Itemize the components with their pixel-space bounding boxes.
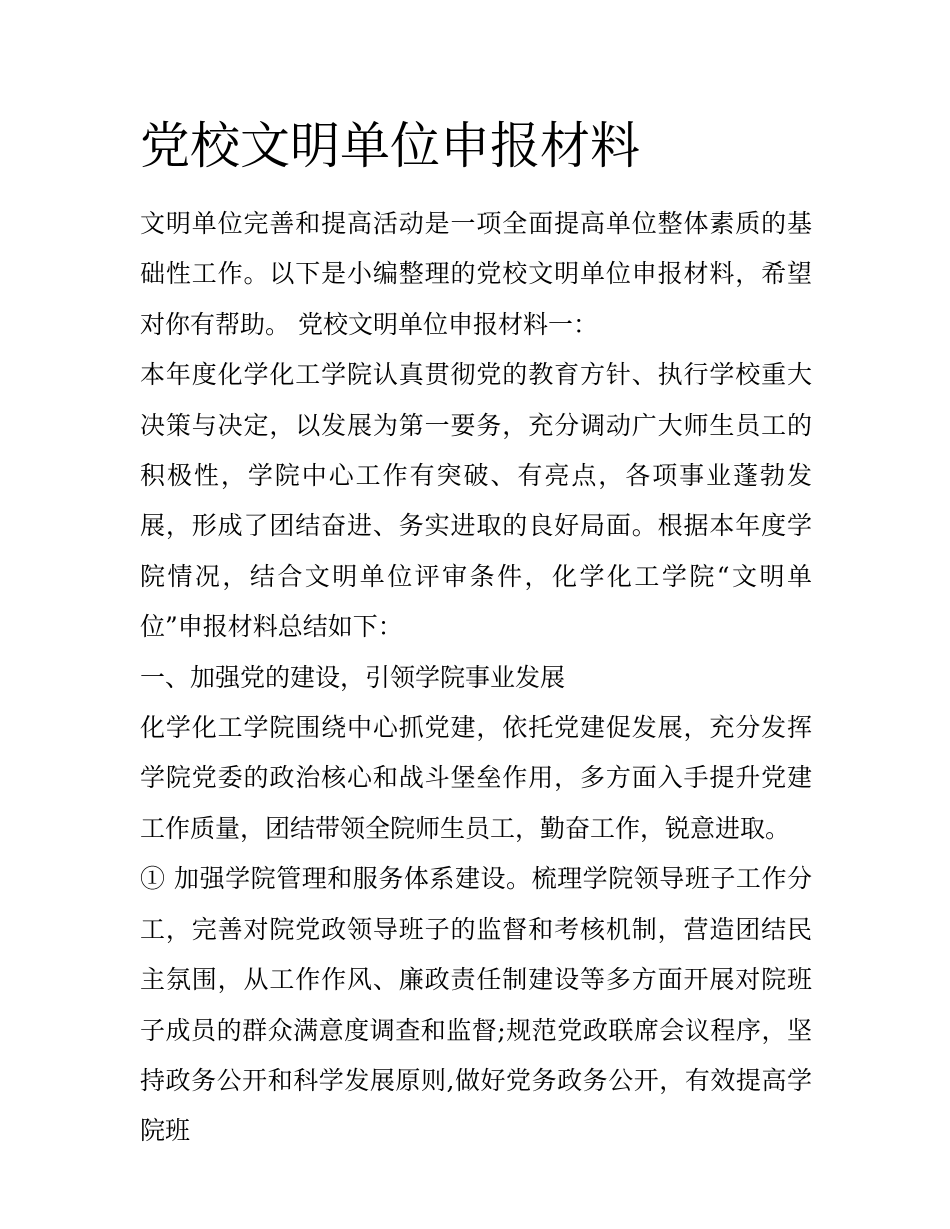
paragraph-party-building: 化学化工学院围绕中心抓党建，依托党建促发展，充分发挥学院党委的政治核心和战斗堡垒作用，多方面入手提升党建工作质量，团结带领全院师生员工，勤奋工作，锐意进取。 [140, 713, 812, 843]
section-heading: 一、加强党的建设，引领学院事业发展 [140, 662, 566, 692]
paragraph-management: ① 加强学院管理和服务体系建设。梳理学院领导班子工作分工，完善对院党政领导班子的监督和考核机制，营造团结民主氛围，从工作作风、廉政责任制建设等多方面开展对院班子成员的群众满意度调查和监督;规范党政联席会议程序，坚持政务公开和科学发展原则,做好党务政务公开，有效提高学院班 [140, 864, 812, 1146]
document-title: 党校文明单位申报材料 [140, 117, 640, 175]
document-body [140, 199, 812, 1157]
paragraph-intro: 文明单位完善和提高活动是一项全面提高单位整体素质的基础性工作。以下是小编整理的党校文明单位申报材料，希望对你有帮助。 党校文明单位申报材料一： [140, 209, 812, 339]
paragraph-summary: 本年度化学化工学院认真贯彻党的教育方针、执行学校重大决策与决定，以发展为第一要务，充分调动广大师生员工的积极性，学院中心工作有突破、有亮点，各项事业蓬勃发展，形成了团结奋进、务实进取的良好局面。根据本年度学院情况，结合文明单位评审条件，化学化工学院“文明单位”申报材料总结如下： [140, 360, 812, 642]
